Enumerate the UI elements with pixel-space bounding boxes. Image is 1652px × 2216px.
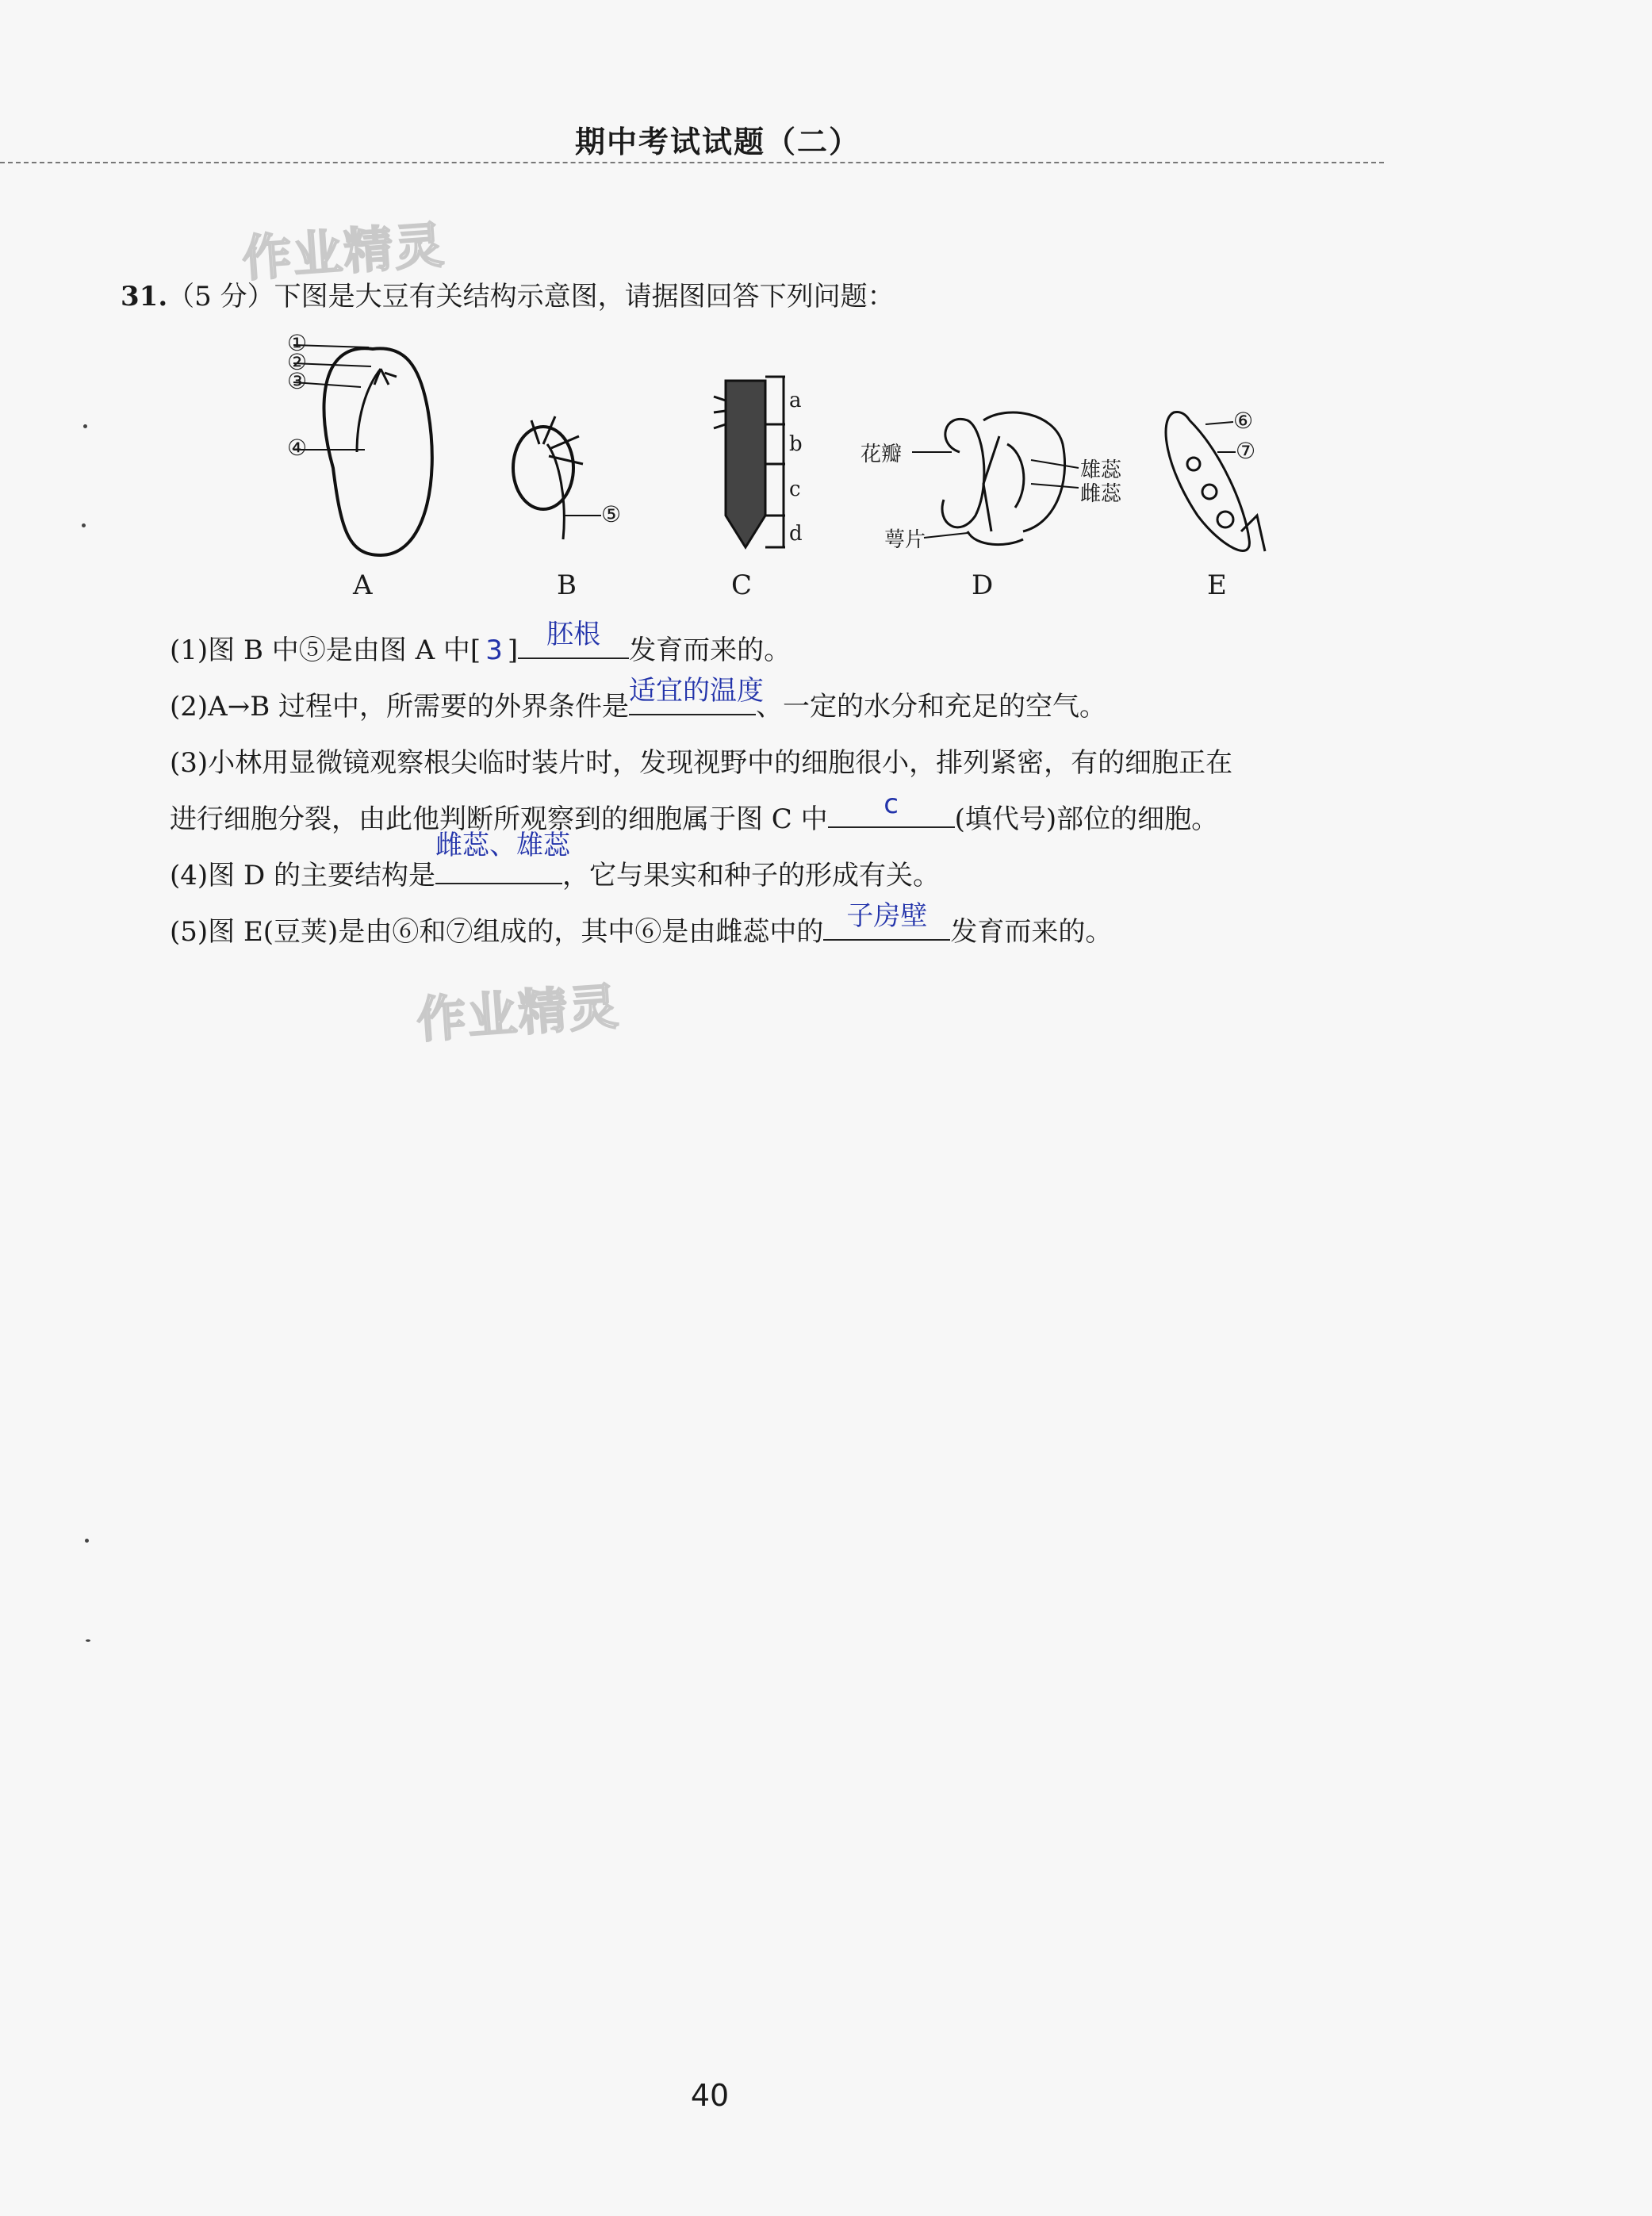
q3-suffix: (填代号)部位的细胞。 [954, 803, 1219, 835]
q1-answer: 胚根 [546, 619, 601, 650]
q2-answer: 适宜的温度 [629, 675, 764, 707]
scan-speck [85, 1539, 89, 1543]
q1-bracket-close: ] [507, 635, 519, 666]
scan-speck [86, 1639, 90, 1642]
figure-label-b: B [557, 569, 577, 601]
subquestion-2 [170, 675, 1106, 723]
zone-label-c: c [789, 477, 801, 501]
q4-suffix: ，它与果实和种子的形成有关。 [562, 860, 941, 891]
scan-speck [82, 523, 86, 527]
subquestion-5 [170, 900, 1113, 949]
marker-3: ③ [287, 368, 308, 394]
q3-prefix: 进行细胞分裂，由此他判断所观察到的细胞属于图 C 中 [170, 803, 828, 835]
q2-suffix: 、一定的水分和充足的空气。 [756, 691, 1106, 723]
root-tip-c-drawing [714, 377, 785, 547]
marker-4: ④ [287, 435, 308, 461]
q2-answer-blank [629, 675, 764, 715]
petal-label: 花瓣 [860, 443, 903, 466]
zone-label-d: d [789, 522, 803, 546]
figure-label-c: C [731, 569, 753, 601]
scan-speck [83, 424, 87, 428]
figure-label-d: D [972, 569, 994, 601]
q1-bracket-answer: 3 [485, 635, 503, 666]
subquestion-1 [170, 619, 792, 667]
marker-1: ① [287, 330, 308, 356]
q1-answer-blank [518, 619, 629, 659]
question-text: （5 分）下图是大豆有关结构示意图，请据图回答下列问题： [167, 281, 895, 312]
seed-a-drawing [293, 345, 432, 555]
q5-answer: 子房壁 [846, 900, 928, 932]
figure-label-e: E [1207, 569, 1227, 601]
q1-prefix: (1)图 B 中⑤是由图 A 中[ [170, 635, 481, 666]
subquestion-3 [170, 788, 1219, 836]
page-title: 期中考试试题（二） [574, 125, 860, 159]
q5-answer-blank [823, 900, 950, 941]
marker-6: ⑥ [1233, 408, 1254, 434]
subquestion-3-line-1: (3)小林用显微镜观察根尖临时装片时，发现视野中的细胞很小，排列紧密，有的细胞正在 [170, 747, 1233, 779]
marker-2: ② [287, 349, 308, 375]
zone-label-b: b [789, 432, 803, 456]
q5-suffix: 发育而来的。 [950, 916, 1113, 948]
figure-drawings [270, 325, 1285, 611]
q4-answer: 雌蕊、雄蕊 [435, 830, 571, 861]
zone-label-a: a [789, 389, 802, 412]
question-number: 31. [121, 281, 168, 312]
page-number: 40 [690, 2078, 730, 2113]
watermark: 作业精灵 [240, 216, 447, 288]
soybean-figure [270, 325, 1285, 611]
figure-label-a: A [353, 569, 373, 601]
question-stem [121, 274, 895, 313]
q4-prefix: (4)图 D 的主要结构是 [170, 860, 436, 891]
subquestion-4 [170, 830, 941, 892]
stamen-label: 雄蕊 [1080, 458, 1122, 482]
sepal-label: 萼片 [884, 528, 926, 552]
q3-answer-blank [828, 788, 955, 828]
header-divider [0, 162, 1384, 163]
q4-answer-blank [435, 830, 571, 884]
marker-5: ⑤ [601, 501, 622, 527]
marker-7: ⑦ [1236, 438, 1256, 464]
q1-suffix: 发育而来的。 [629, 635, 792, 666]
q2-prefix: (2)A→B 过程中，所需要的外界条件是 [170, 691, 629, 723]
flower-d-drawing [912, 412, 1079, 545]
pistil-label: 雌蕊 [1080, 482, 1122, 506]
seedling-b-drawing [513, 416, 601, 539]
q3-answer: c [883, 788, 899, 820]
q5-prefix: (5)图 E(豆荚)是由⑥和⑦组成的，其中⑥是由雌蕊中的 [170, 916, 824, 948]
watermark: 作业精灵 [415, 977, 622, 1049]
